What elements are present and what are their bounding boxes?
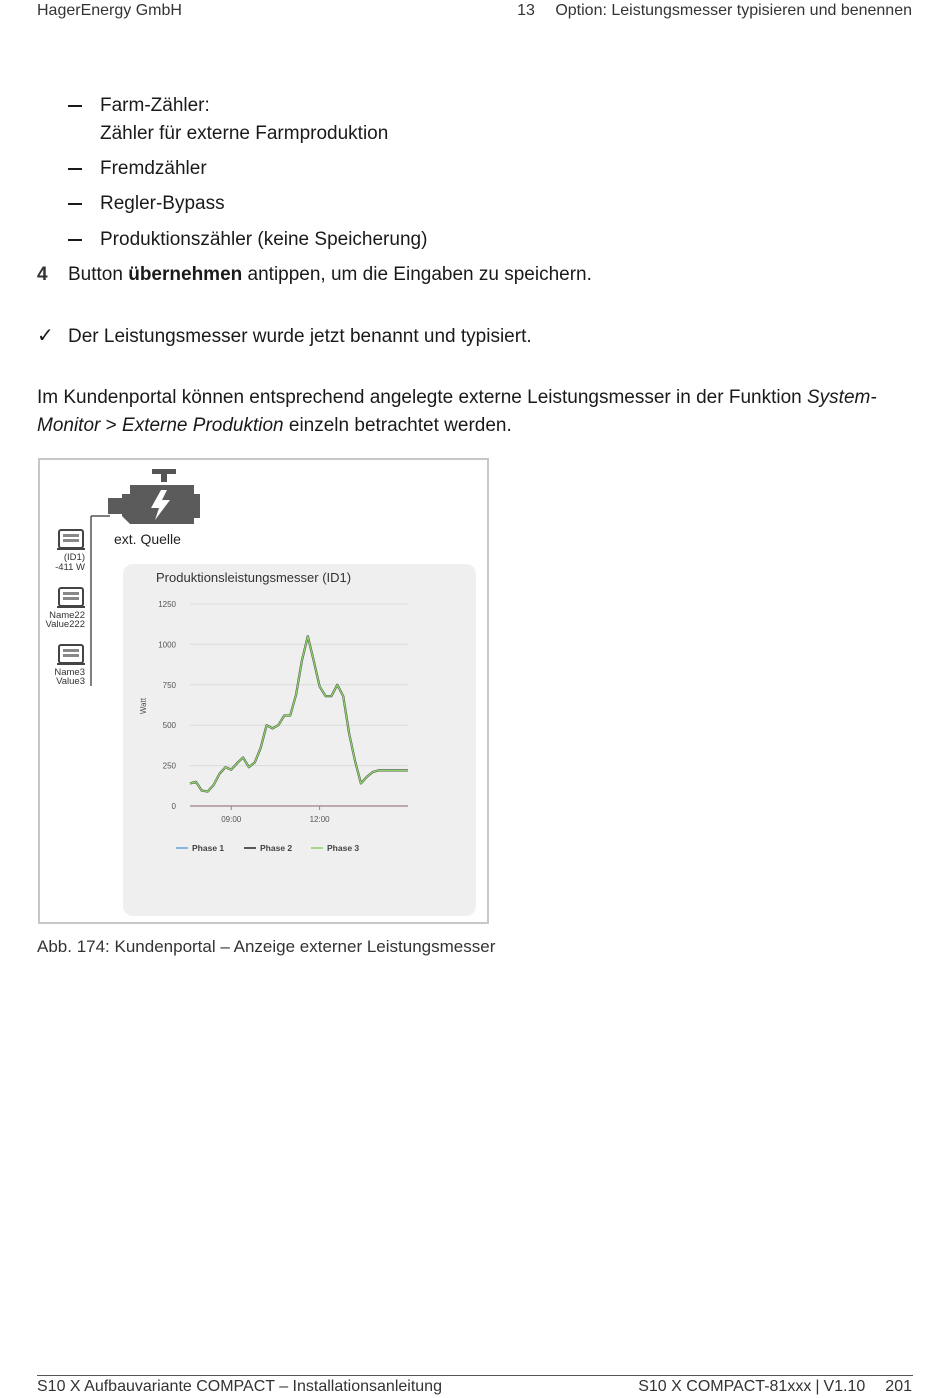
footer-document-title: S10 X Aufbauvariante COMPACT – Installationsanleitung xyxy=(37,1378,442,1395)
list-item-text: Regler-Bypass xyxy=(100,193,225,214)
check-icon: ✓ xyxy=(37,325,54,347)
chart-title: Produktionsleistungsmesser (ID1) xyxy=(156,570,352,585)
y-tick-label: 1000 xyxy=(158,640,176,650)
step-instruction xyxy=(37,261,592,289)
list-item-text: Fremdzähler xyxy=(100,158,207,179)
legend-label: Phase 2 xyxy=(260,843,293,853)
meter-name: (ID1) xyxy=(63,552,85,563)
footer-rule xyxy=(37,1375,913,1376)
meter-value: -411 W xyxy=(55,562,85,573)
footer-doc-id: S10 X COMPACT-81xxx xyxy=(638,1378,812,1395)
y-axis-label: Watt xyxy=(139,697,148,715)
header-company: HagerEnergy GmbH xyxy=(37,2,182,19)
x-tick-label: 12:00 xyxy=(309,815,330,824)
figure-screenshot xyxy=(38,458,489,924)
footer-version: V1.10 xyxy=(823,1378,866,1395)
footer-separator: | xyxy=(815,1378,820,1395)
step-button-name: übernehmen xyxy=(128,264,243,285)
menu-path-externe-produktion: Externe Produktion xyxy=(122,415,284,436)
chapter-title: Option: Leistungsmesser typisieren und benennen xyxy=(555,2,912,19)
portal-screenshot xyxy=(40,460,487,922)
footer-document-info xyxy=(638,1378,912,1396)
generator-icon xyxy=(108,469,200,524)
y-tick-label: 250 xyxy=(162,761,176,771)
meter-name: Name22 xyxy=(49,610,85,621)
meter-name: Name3 xyxy=(54,667,85,678)
meter-icon[interactable] xyxy=(57,588,85,608)
y-tick-label: 500 xyxy=(162,721,176,731)
result-line xyxy=(37,322,532,351)
step-number: 4 xyxy=(37,264,48,285)
y-tick-label: 750 xyxy=(162,680,176,690)
step-text-after: antippen, um die Eingaben zu speichern. xyxy=(242,264,592,285)
chart-panel xyxy=(123,564,476,916)
source-label: ext. Quelle xyxy=(114,531,181,547)
y-tick-label: 0 xyxy=(171,802,176,811)
figure-caption: Abb. 174: Kundenportal – Anzeige externer Leistungsmesser xyxy=(37,937,496,956)
legend-label: Phase 3 xyxy=(327,843,360,853)
list-item-text: Farm-Zähler: Zähler für externe Farmproduktion xyxy=(100,95,389,144)
header-chapter xyxy=(517,2,912,20)
menu-path-system-monitor: System-Monitor xyxy=(37,387,877,436)
meter-icon[interactable] xyxy=(57,645,85,665)
y-tick-label: 1250 xyxy=(158,600,176,609)
body-paragraph: Im Kundenportal können entsprechend angelegte externe Leistungsmesser in der Funktion System-Monitor > Externe Produktion einzeln betrachtet werden. xyxy=(37,387,877,436)
meter-value: Value222 xyxy=(45,619,85,630)
chapter-number: 13 xyxy=(517,2,535,19)
meter-value: Value3 xyxy=(56,676,85,687)
page-number: 201 xyxy=(885,1378,912,1395)
legend-label: Phase 1 xyxy=(192,843,225,853)
x-tick-label: 09:00 xyxy=(221,815,242,824)
meter-icon[interactable] xyxy=(57,530,85,550)
result-text: Der Leistungsmesser wurde jetzt benannt und typisiert. xyxy=(68,326,532,347)
list-item-text: Produktionszähler (keine Speicherung) xyxy=(100,229,428,250)
step-text-before: Button xyxy=(68,264,129,285)
